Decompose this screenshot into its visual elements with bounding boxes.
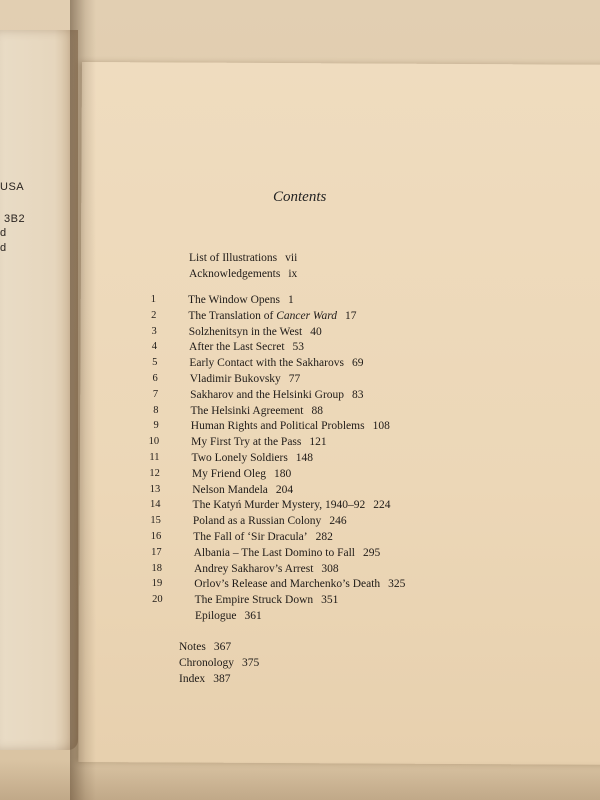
- chapter-entry: [189, 326, 322, 342]
- chapter-page-number: 108: [372, 420, 390, 433]
- chapter-title: Sakharov and the Helsinki Group: [190, 388, 345, 401]
- back-matter-entry: [179, 641, 231, 653]
- chapter-title: The Katyń Murder Mystery, 1940–92: [192, 499, 366, 512]
- chapter-title: Andrey Sakharov’s Arrest: [193, 562, 314, 575]
- chapter-title: The Helsinki Agreement: [190, 404, 304, 417]
- chapter-page-number: 88: [311, 404, 323, 417]
- chapter-number: 14: [150, 499, 161, 511]
- chapter-page-number: 77: [288, 373, 301, 385]
- chapter-number: 16: [150, 531, 162, 542]
- chapter-page-number: 224: [373, 499, 391, 512]
- left-page-fragment: d: [0, 242, 7, 254]
- chapter-number: 1: [150, 294, 156, 305]
- left-page-fragment: USA: [0, 181, 25, 193]
- chapter-number: 11: [149, 452, 160, 463]
- chapter-entry: [194, 578, 405, 594]
- chapter-number: 12: [149, 467, 160, 479]
- chapter-number: 2: [151, 309, 157, 321]
- chapter-entry: [190, 373, 301, 389]
- chapter-entry: [191, 420, 390, 436]
- entry-page-number: vii: [285, 252, 298, 264]
- chapter-number: 13: [149, 483, 161, 495]
- back-matter-entry: [179, 673, 230, 685]
- chapter-entry: [193, 531, 333, 547]
- chapter-page-number: 17: [345, 309, 357, 322]
- bottom-shadow: [0, 760, 600, 800]
- chapter-title: The Translation of: [188, 309, 277, 322]
- chapter-title: Solzhenitsyn in the West: [188, 325, 303, 338]
- epilogue-entry: [195, 610, 262, 626]
- chapter-entry: [195, 594, 339, 610]
- entry-title: Notes: [179, 641, 206, 653]
- chapter-entry: [194, 547, 381, 563]
- chapter-entry: [188, 294, 294, 310]
- back-matter-entry: [179, 657, 259, 669]
- chapter-entry: [190, 389, 363, 405]
- chapter-entry: [189, 341, 304, 357]
- front-matter-entry: [189, 268, 297, 280]
- chapter-page-number: 53: [292, 341, 305, 354]
- chapter-entry: [193, 515, 347, 531]
- contents-heading: Contents: [273, 189, 327, 205]
- chapter-entry: [192, 452, 314, 468]
- chapter-number: 7: [152, 388, 159, 400]
- entry-page-number: 367: [213, 641, 232, 653]
- chapter-entry: [192, 484, 293, 500]
- chapter-number: 6: [152, 373, 158, 384]
- entry-title: Chronology: [179, 657, 234, 669]
- chapter-title: The Fall of ‘Sir Dracula’: [193, 531, 308, 543]
- chapter-page-number: 282: [315, 531, 333, 543]
- chapter-title-italic: Cancer Ward: [276, 309, 338, 322]
- chapter-page-number: 40: [310, 325, 322, 338]
- entry-title: Index: [179, 673, 206, 685]
- chapter-title: My First Try at the Pass: [191, 436, 302, 449]
- chapter-number: 3: [151, 325, 157, 337]
- chapter-number: 15: [150, 515, 161, 527]
- chapter-title: The Window Opens: [188, 294, 280, 306]
- chapter-title: Human Rights and Political Problems: [190, 420, 365, 433]
- entry-title: Acknowledgements: [189, 268, 281, 280]
- chapter-title: The Empire Struck Down: [194, 594, 314, 607]
- gutter-shadow: [70, 0, 96, 800]
- chapter-entry: [194, 563, 339, 579]
- front-matter-entry: [189, 252, 297, 264]
- chapter-entry: [192, 468, 291, 484]
- chapter-entry: [191, 436, 326, 452]
- chapter-page-number: 1: [287, 294, 294, 306]
- entry-page-number: 387: [213, 673, 231, 685]
- chapter-number: 18: [151, 562, 162, 574]
- entry-page-number: ix: [288, 268, 298, 280]
- chapter-title: Two Lonely Soldiers: [191, 452, 288, 464]
- chapter-page-number: 204: [275, 483, 294, 496]
- chapter-page-number: 351: [321, 594, 339, 607]
- left-page-fragment: 3B2: [4, 213, 26, 225]
- chapter-title: Vladimir Bukovsky: [189, 373, 281, 385]
- chapter-title: Orlov’s Release and Marchenko’s Death: [194, 578, 381, 591]
- epilogue-title: Epilogue: [195, 610, 237, 622]
- entry-title: List of Illustrations: [189, 252, 278, 264]
- chapter-entry: [188, 310, 356, 326]
- chapter-number: 5: [152, 357, 158, 369]
- chapter-number: 8: [153, 404, 159, 416]
- chapter-page-number: 308: [321, 562, 339, 575]
- chapter-page-number: 69: [351, 357, 364, 370]
- chapter-number: 17: [151, 546, 162, 558]
- chapter-number: 19: [151, 578, 163, 590]
- chapter-page-number: 246: [329, 515, 347, 528]
- chapter-page-number: 148: [295, 452, 314, 464]
- chapter-entry: [193, 499, 391, 515]
- left-page: [0, 30, 78, 750]
- chapter-page-number: 83: [352, 388, 364, 401]
- entry-page-number: 375: [241, 657, 260, 669]
- chapter-number: 20: [152, 594, 163, 606]
- chapter-title: My Friend Oleg: [191, 467, 266, 480]
- chapter-entry: [189, 357, 363, 373]
- chapter-title: Albania – The Last Domino to Fall: [193, 546, 355, 559]
- chapter-title: After the Last Secret: [189, 341, 285, 354]
- epilogue-page-number: 361: [244, 610, 262, 622]
- chapter-page-number: 180: [273, 467, 292, 480]
- chapter-entry: [190, 405, 323, 421]
- chapter-page-number: 325: [388, 578, 406, 591]
- chapter-page-number: 121: [309, 436, 327, 449]
- chapter-number: 10: [148, 436, 160, 448]
- chapter-number: 4: [151, 341, 158, 353]
- chapter-title: Nelson Mandela: [192, 483, 268, 496]
- chapter-title: Poland as a Russian Colony: [192, 515, 322, 528]
- left-page-fragment: d: [0, 227, 7, 239]
- chapter-title: Early Contact with the Sakharovs: [189, 357, 344, 370]
- chapter-page-number: 295: [363, 546, 381, 559]
- chapter-number: 9: [153, 420, 159, 432]
